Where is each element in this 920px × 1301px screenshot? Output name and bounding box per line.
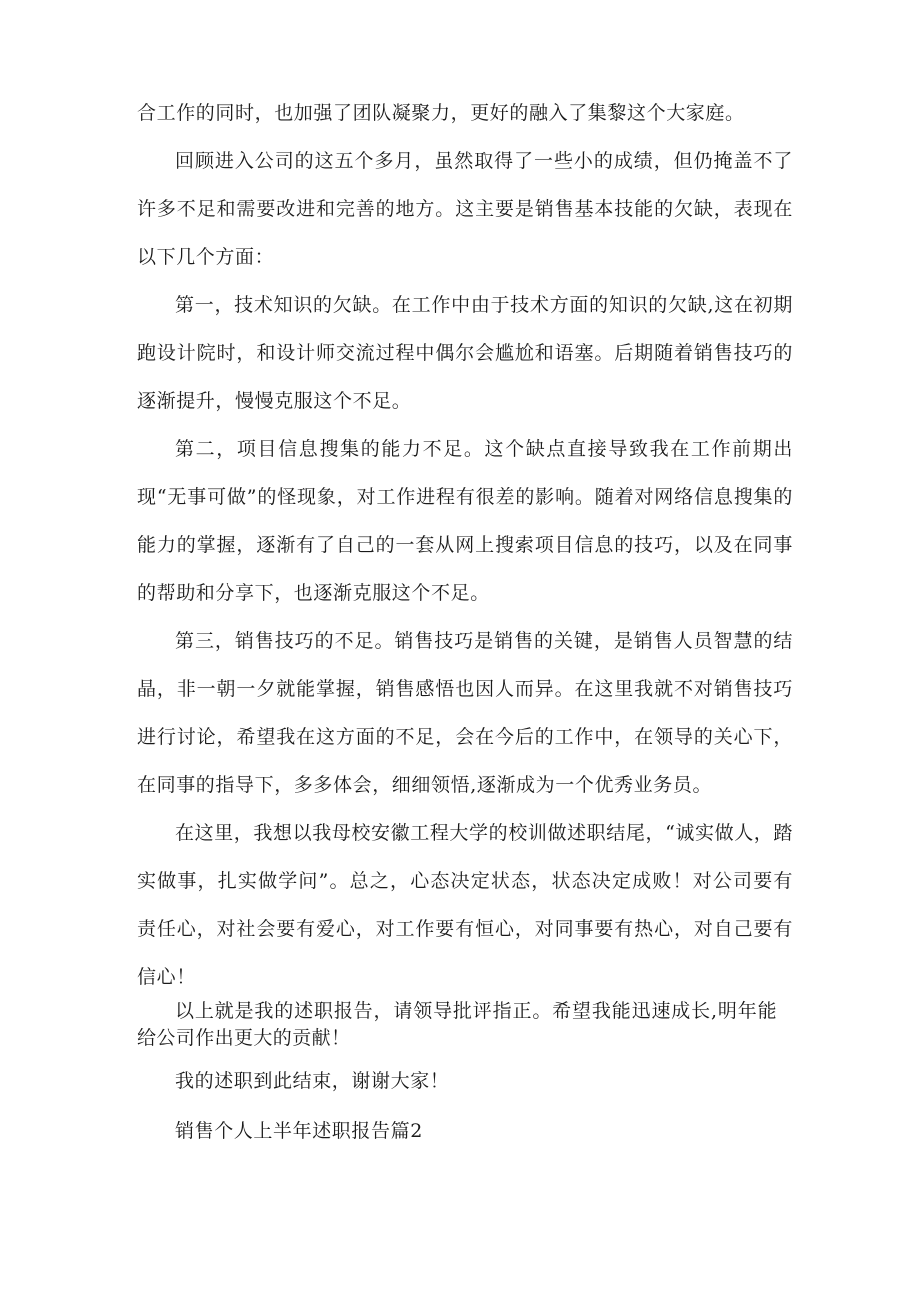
paragraph-thanks: 我的述职到此结束，谢谢大家！ (175, 1070, 450, 1092)
paragraph-conclusion: 在这里，我想以我母校安徽工程大学的校训做述职结尾，“诚实做人，踏实做事，扎实做学问”。总之，心态决定状态，状态决定成败！对公司要有责任心，对社会要有爱心，对工作要有恒心，对同事要有热心，对自己要有信心！ (137, 822, 793, 988)
paragraph-point-two: 第二，项目信息搜集的能力不足。这个缺点直接导致我在工作前期出现“无事可做”的怪现象，对工作进程有很差的影响。随着对网络信息搜集的能力的掌握，逐渐有了自己的一套从网上搜索项目信息的技巧，以及在同事的帮助和分享下，也逐渐克服这个不足。 (137, 438, 793, 604)
paragraph-point-three: 第三，销售技巧的不足。销售技巧是销售的关键，是销售人员智慧的结晶，非一朝一夕就能掌握，销售感悟也因人而异。在这里我就不对销售技巧进行讨论，希望我在这方面的不足，会在今后的工作中，在领导的关心下，在同事的指导下，多多体会，细细领悟,逐渐成为一个优秀业务员。 (137, 630, 793, 796)
paragraph-point-one: 第一，技术知识的欠缺。在工作中由于技术方面的知识的欠缺,这在初期跑设计院时，和设计师交流过程中偶尔会尴尬和语塞。后期随着销售技巧的逐渐提升，慢慢克服这个不足。 (137, 294, 793, 412)
paragraph-review: 回顾进入公司的这五个多月，虽然取得了一些小的成绩，但仍掩盖不了许多不足和需要改进和完善的地方。这主要是销售基本技能的欠缺，表现在以下几个方面： (137, 150, 793, 268)
section-heading: 销售个人上半年述职报告篇2 (175, 1120, 423, 1142)
paragraph-closing-report: 以上就是我的述职报告，请领导批评指正。希望我能迅速成长,明年能给公司作出更大的贡献！ (137, 1000, 777, 1049)
paragraph-continuation: 合工作的同时，也加强了团队凝聚力，更好的融入了集黎这个大家庭。 (137, 102, 745, 124)
